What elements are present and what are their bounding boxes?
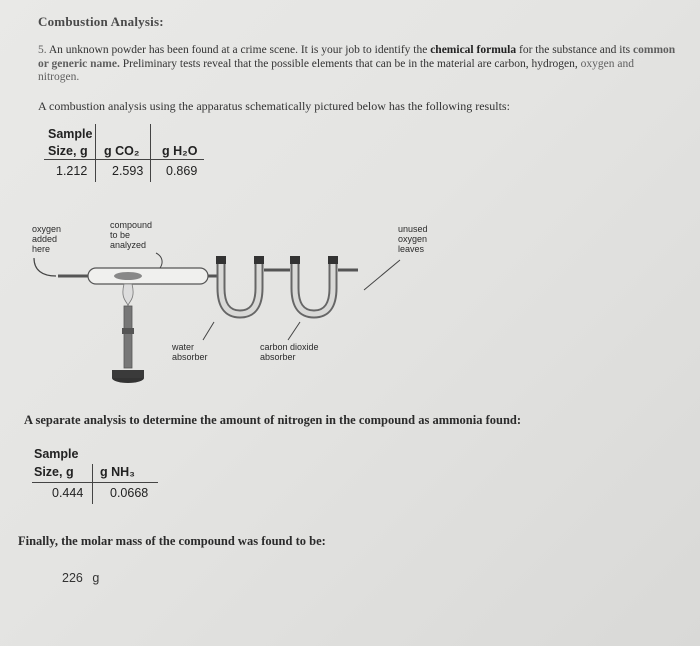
table1-rule: [44, 159, 204, 160]
problem-number: 5.: [38, 44, 47, 56]
problem-text-d: oxygen and nitrogen.: [38, 57, 635, 83]
problem-statement: [38, 44, 678, 85]
label-compound-line2: to be: [110, 230, 131, 240]
combustion-results-table: [44, 124, 224, 184]
label-oxygen-line2: added: [32, 234, 58, 244]
label-unused-oxygen: [398, 224, 428, 254]
label-unused-line2: oxygen: [398, 234, 428, 244]
label-compound-line3: analyzed: [110, 240, 147, 250]
section-heading: Combustion Analysis:: [38, 14, 164, 29]
molar-mass-intro: Finally, the molar mass of the compound was found to be:: [18, 534, 326, 548]
table2-rule: [32, 482, 158, 483]
problem-text-a: An unknown powder has been found at a crime scene. It is your job to identify the: [48, 44, 428, 56]
table1-header-co2: g CO₂: [104, 144, 140, 158]
label-water-absorber: [172, 342, 208, 362]
table2-header-sample: Sample: [34, 447, 79, 461]
apparatus-drawing: [28, 210, 448, 400]
separate-analysis-intro: A separate analysis to determine the amount of nitrogen in the compound as ammonia found:: [24, 413, 522, 427]
label-co2-line1: carbon dioxide: [260, 342, 319, 352]
table2-header-nh3: g NH₃: [100, 465, 135, 479]
table1-value-h2o: 0.869: [166, 164, 198, 178]
problem-text-c: Preliminary tests reveal that the possible elements that can be in the material are carbon, hydrogen,: [122, 57, 578, 70]
label-unused-line1: unused: [398, 224, 428, 234]
table2-header-size: Size, g: [34, 465, 74, 479]
table2-divider: [92, 464, 93, 504]
nitrogen-results-table: [32, 444, 172, 506]
problem-bold-name: common or generic name.: [38, 44, 676, 70]
label-oxygen-line1: oxygen: [32, 224, 62, 234]
problem-bold-formula: chemical formula: [430, 44, 517, 56]
table1-value-size: 1.212: [56, 164, 88, 178]
label-water-line2: absorber: [172, 352, 208, 362]
table1-divider-2: [150, 124, 151, 182]
label-co2-line2: absorber: [260, 352, 296, 362]
table2-value-size: 0.444: [52, 486, 84, 500]
molar-mass-value: 226 g: [62, 571, 100, 585]
table1-header-sample: Sample: [48, 127, 93, 141]
label-compound-line1: compound: [110, 220, 153, 230]
results-intro: A combustion analysis using the apparatus schematically pictured below has the following results:: [38, 99, 510, 113]
table2-value-nh3: 0.0668: [110, 486, 149, 500]
problem-text-b: for the substance and its: [519, 44, 631, 56]
label-compound: [110, 220, 152, 250]
table1-value-co2: 2.593: [112, 164, 144, 178]
label-unused-line3: leaves: [398, 244, 425, 254]
table1-header-h2o: g H₂O: [162, 144, 198, 158]
label-water-line1: water: [172, 342, 195, 352]
table1-divider-1: [95, 124, 96, 182]
label-oxygen-line3: here: [32, 244, 51, 254]
combustion-apparatus-diagram: [28, 210, 448, 400]
table1-header-size: Size, g: [48, 144, 88, 158]
label-oxygen-added: [32, 224, 61, 254]
label-co2-absorber: [260, 342, 319, 362]
